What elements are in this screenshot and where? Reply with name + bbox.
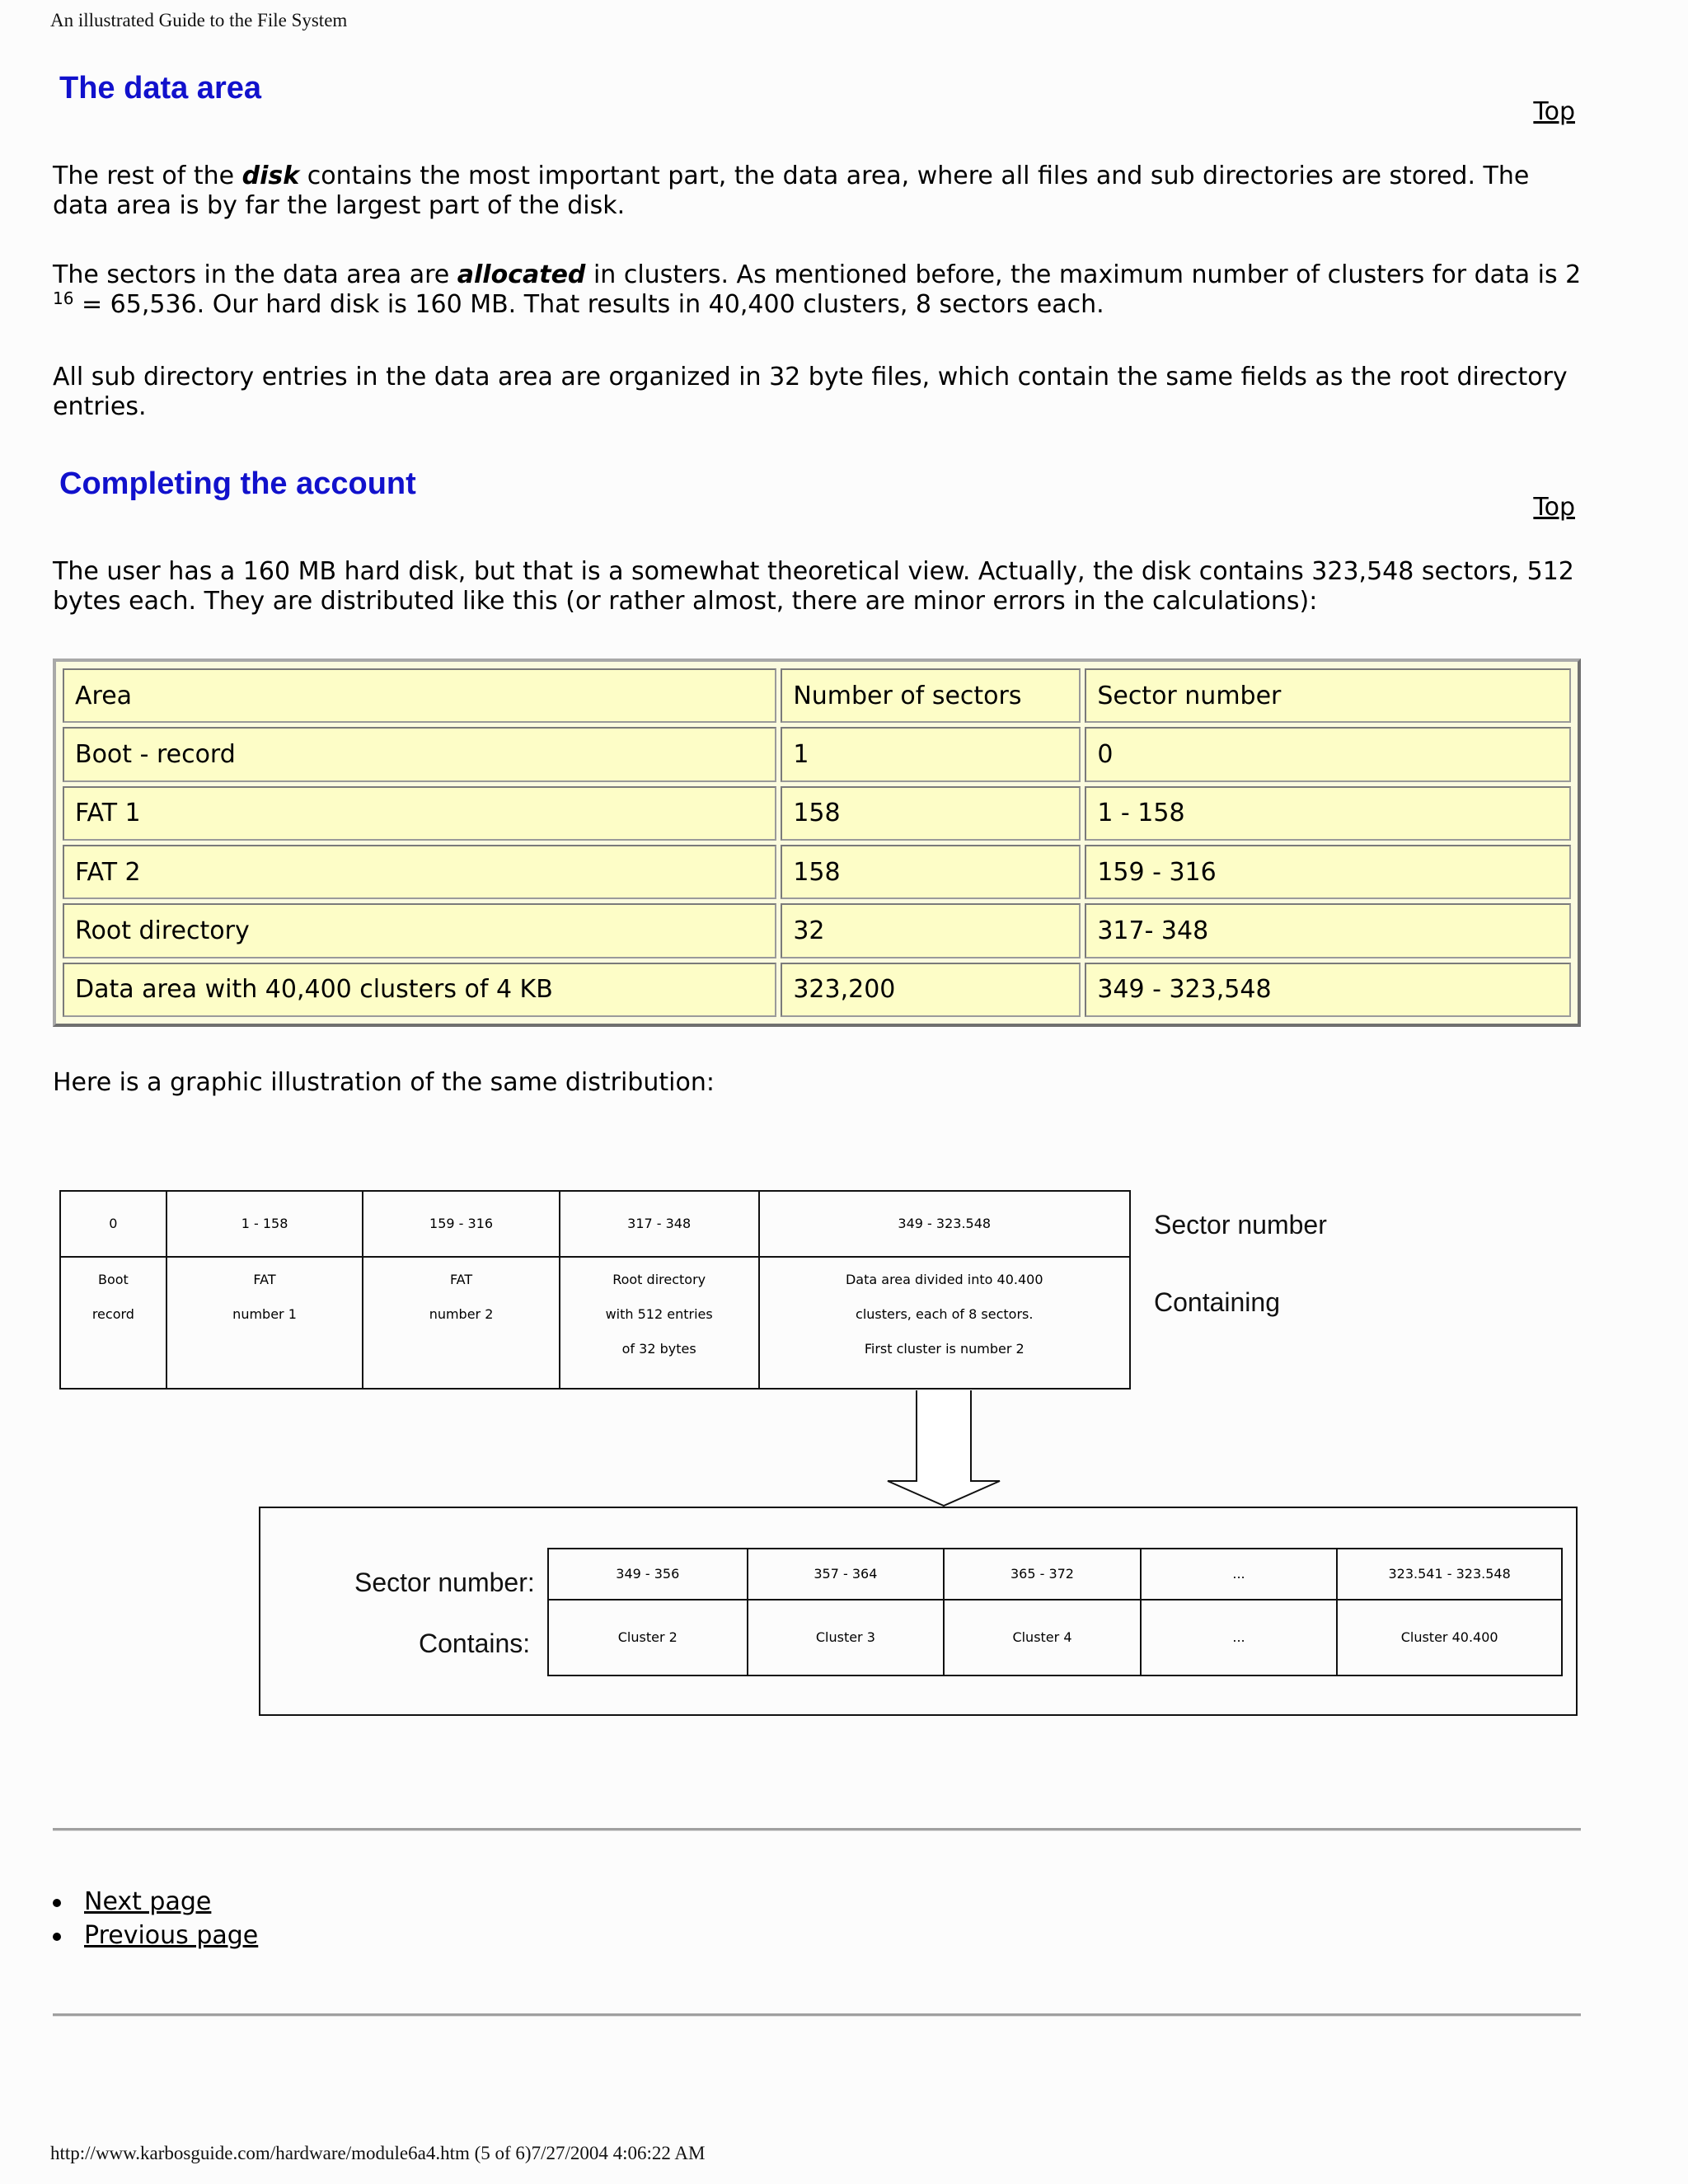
table-cell: 32 — [781, 903, 1081, 958]
contains-label: Contains: — [419, 1629, 531, 1658]
sector-cell: 317 - 348 — [560, 1191, 759, 1257]
heading-completing-account: Completing the account — [59, 466, 416, 501]
page-footer-url: http://www.karbosguide.com/hardware/module6a4.htm (5 of 6)7/27/2004 4:06:22 AM — [50, 2143, 706, 2163]
sector-distribution-table — [53, 658, 1581, 1027]
table-cell: 1 - 158 — [1085, 786, 1571, 841]
table-cell: 158 — [781, 845, 1081, 899]
sector-cell: 0 — [60, 1191, 166, 1257]
nav-item-next — [49, 1887, 258, 1921]
cluster-sector-row — [548, 1549, 1562, 1600]
table-cell: 0 — [1085, 727, 1571, 781]
page-header: An illustrated Guide to the File System — [50, 10, 348, 30]
top-link[interactable]: Top — [1533, 493, 1575, 522]
table-header-cell: Area — [63, 668, 776, 723]
cluster-sector-cell: 323.541 - 323.548 — [1337, 1549, 1562, 1600]
content-cell: FAT number 2 — [363, 1257, 560, 1389]
content-cell: Data area divided into 40.400 clusters, each of 8 sectors. First cluster is number 2 — [759, 1257, 1130, 1389]
next-page-link[interactable]: Next page — [84, 1887, 212, 1916]
cluster-sector-cell: 349 - 356 — [548, 1549, 748, 1600]
table-row — [63, 963, 1571, 1017]
paragraph-subdirectories: All sub directory entries in the data area are organized in 32 byte files, which contain the same fields as the root directory entries. — [53, 363, 1568, 421]
cluster-content-cell: Cluster 2 — [548, 1600, 748, 1675]
table-row — [63, 845, 1571, 899]
divider — [53, 2013, 1581, 2017]
table-cell: 158 — [781, 786, 1081, 841]
cluster-sector-cell: 365 - 372 — [944, 1549, 1141, 1600]
page-navigation — [49, 1887, 258, 1955]
cluster-content-cell: ... — [1141, 1600, 1338, 1675]
table-header-cell: Number of sectors — [781, 668, 1081, 723]
sector-cell: 1 - 158 — [166, 1191, 363, 1257]
nav-item-previous — [49, 1921, 258, 1955]
table-cell: Boot - record — [63, 727, 776, 781]
previous-page-link[interactable]: Previous page — [84, 1921, 259, 1950]
content-cell: Root directory with 512 entries of 32 bytes — [560, 1257, 759, 1389]
cluster-content-cell: Cluster 3 — [748, 1600, 945, 1675]
bottom-sector-number-label: Sector number: — [354, 1568, 535, 1597]
table-row — [63, 903, 1571, 958]
table-header-cell: Sector number — [1085, 668, 1571, 723]
table-cell: Data area with 40,400 clusters of 4 KB — [63, 963, 776, 1017]
heading-data-area: The data area — [59, 71, 261, 105]
paragraph-disk-layout: The user has a 160 MB hard disk, but that is a somewhat theoretical view. Actually, the disk contains 323,548 sectors, 512 bytes each. They are distributed like this (or rather almost, there are minor errors in the calculations): — [53, 557, 1574, 616]
paragraph-data-area-intro: The rest of the disk contains the most important part, the data area, where all files and sub directories are stored. The data area is by far the largest part of the disk. — [53, 162, 1530, 220]
down-arrow-icon — [886, 1390, 1001, 1510]
table-cell: 349 - 323,548 — [1085, 963, 1571, 1017]
table-row — [63, 786, 1571, 841]
cluster-table — [547, 1548, 1563, 1676]
paragraph-graphic-intro: Here is a graphic illustration of the same distribution: — [53, 1068, 715, 1097]
disk-area-table — [59, 1190, 1131, 1390]
sector-number-row — [60, 1191, 1130, 1257]
bullet-icon — [53, 1899, 61, 1907]
table-cell: 317- 348 — [1085, 903, 1571, 958]
content-cell: FAT number 1 — [166, 1257, 363, 1389]
cluster-content-row — [548, 1600, 1562, 1675]
cluster-content-cell: Cluster 4 — [944, 1600, 1141, 1675]
sector-number-label: Sector number — [1154, 1210, 1327, 1240]
paragraph-clusters: The sectors in the data area are allocated in clusters. As mentioned before, the maximum number of clusters for data is 2 $^{16}$ = 65,536. Our hard disk is 160 MB. That results in 40,400 clusters, 8 sectors each. — [53, 260, 1582, 319]
cluster-sector-cell: 357 - 364 — [748, 1549, 945, 1600]
content-row — [60, 1257, 1130, 1389]
content-cell: Boot record — [60, 1257, 166, 1389]
sector-cell: 159 - 316 — [363, 1191, 560, 1257]
cluster-content-cell: Cluster 40.400 — [1337, 1600, 1562, 1675]
table-cell: FAT 1 — [63, 786, 776, 841]
table-row — [63, 727, 1571, 781]
table-cell: FAT 2 — [63, 845, 776, 899]
bullet-icon — [53, 1933, 61, 1941]
table-header-row — [63, 668, 1571, 723]
table-cell: Root directory — [63, 903, 776, 958]
table-cell: 323,200 — [781, 963, 1081, 1017]
cluster-sector-cell: ... — [1141, 1549, 1338, 1600]
top-link[interactable]: Top — [1533, 97, 1575, 126]
table-cell: 1 — [781, 727, 1081, 781]
sector-cell: 349 - 323.548 — [759, 1191, 1130, 1257]
table-cell: 159 - 316 — [1085, 845, 1571, 899]
divider — [53, 1828, 1581, 1831]
containing-label: Containing — [1154, 1287, 1280, 1317]
